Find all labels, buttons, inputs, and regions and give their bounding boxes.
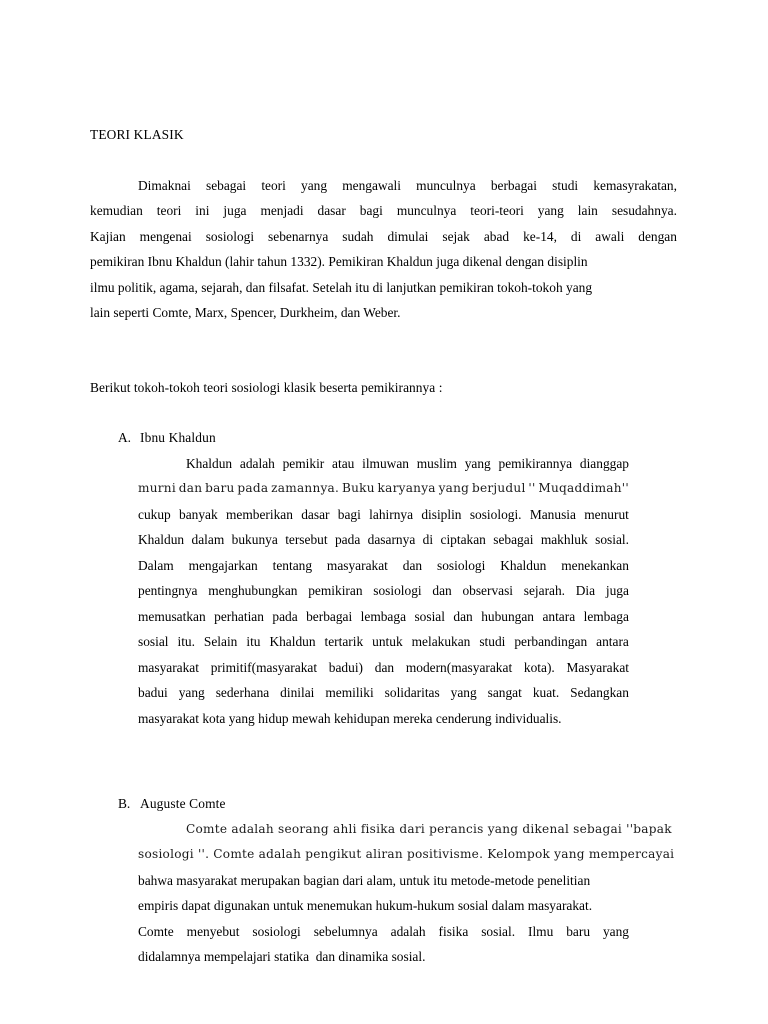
section-heading	[90, 425, 677, 451]
lead-in-line: Berikut tokoh-tokoh teori sosiologi klasik beserta pemikirannya :	[90, 379, 443, 395]
text-line: Dalam mengajarkan tentang masyarakat dan sosiologi Khaldun menekankan	[138, 557, 629, 573]
text-line: Comte adalah seorang ahli fisika dari perancis yang dikenal sebagai '' bapak	[186, 821, 672, 836]
text-line: masyarakat primitif(masyarakat badui) dan modern(masyarakat kota). Masyarakat	[138, 659, 629, 675]
section-title: Auguste Comte	[140, 796, 226, 811]
document-content	[90, 122, 677, 970]
text-line: Dimaknai sebagai teori yang mengawali munculnya berbagai studi kemasyrakatan,	[138, 177, 677, 193]
section-a	[90, 425, 677, 731]
spacer	[90, 148, 677, 173]
text-line: masyarakat kota yang hidup mewah kehidupan mereka cenderung individualis.	[138, 710, 562, 726]
text-line: Khaldun dalam bukunya tersebut pada dasarnya di ciptakan sebagai makhluk sosial.	[138, 532, 629, 547]
text-line: pentingnya menghubungkan pemikiran sosiologi dan observasi sejarah. Dia juga	[138, 583, 629, 598]
section-marker: A.	[118, 430, 132, 445]
section-marker: B.	[118, 796, 131, 811]
text-line: lain seperti Comte, Marx, Spencer, Durkheim, dan Weber.	[90, 305, 401, 320]
text-line: bahwa masyarakat merupakan bagian dari alam, untuk itu metode-metode penelitian	[138, 872, 591, 888]
lead-in-text	[90, 375, 677, 401]
text-line: Comte menyebut sosiologi sebelumnya adalah fisika sosial. Ilmu baru yang	[138, 923, 629, 939]
text-line: cukup banyak memberikan dasar bagi lahirnya disiplin sosiologi. Manusia menurut	[138, 506, 629, 522]
text-line: empiris dapat digunakan untuk menemukan hukum-hukum sosial dalam masyarakat.	[138, 898, 593, 913]
sections-list	[90, 425, 677, 970]
section-title: Ibnu Khaldun	[140, 430, 216, 445]
section-b	[90, 791, 677, 970]
spacer	[90, 400, 677, 425]
text-line: sosial itu. Selain itu Khaldun tertarik untuk melakukan studi perbandingan antara	[138, 634, 629, 649]
intro-paragraph	[90, 173, 677, 326]
text-line: pemikiran Ibnu Khaldun (lahir tahun 1332). Pemikiran Khaldun juga dikenal dengan disiplin	[90, 254, 588, 269]
text-line: memusatkan perhatian pada berbagai lembaga sosial dan hubungan antara lembaga	[138, 608, 629, 624]
section-body	[90, 451, 629, 732]
text-line: Khaldun adalah pemikir atau ilmuwan muslim yang pemikirannya dianggap	[186, 455, 629, 471]
text-line: ilmu politik, agama, sejarah, dan filsafat. Setelah itu di lanjutkan pemikiran tokoh-tokoh yang	[90, 279, 593, 295]
text-line: murni dan baru pada zamannya. Buku karyanya yang berjudul '' Muqaddimah''	[138, 481, 629, 495]
section-heading	[90, 791, 677, 817]
text-line: didalamnya mempelajari statika dan dinamika sosial.	[138, 949, 426, 964]
text-line: Kajian mengenai sosiologi sebenarnya sudah dimulai sejak abad ke-14, di awali dengan	[90, 228, 677, 244]
text-line: badui yang sederhana dinilai memiliki solidaritas yang sangat kuat. Sedangkan	[138, 685, 629, 700]
text-line: sosiologi ''. Comte adalah pengikut aliran positivisme. Kelompok yang mempercayai	[138, 847, 675, 861]
text-line: kemudian teori ini juga menjadi dasar bagi munculnya teori-teori yang lain sesudahnya.	[90, 203, 677, 218]
page-title: TEORI KLASIK	[90, 127, 184, 142]
section-body	[90, 817, 675, 970]
spacer	[90, 326, 677, 375]
spacer	[90, 731, 677, 791]
